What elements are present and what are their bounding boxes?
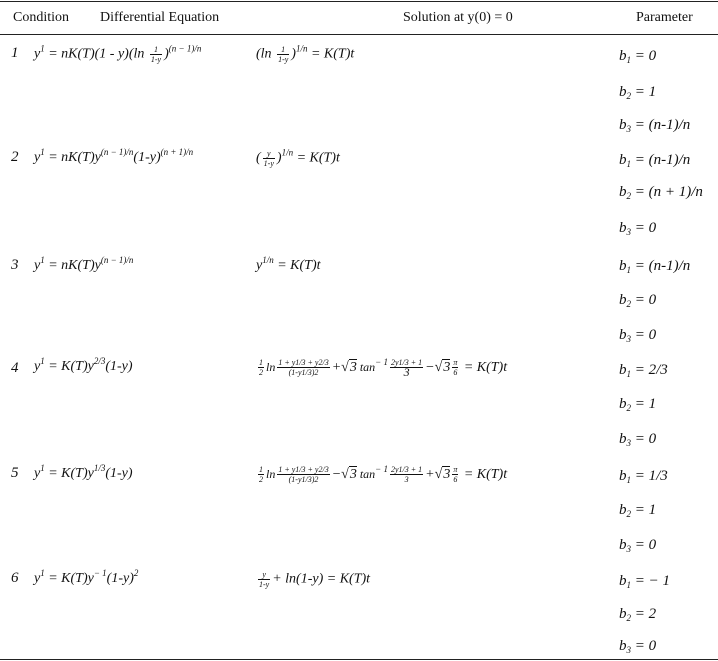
header-parameter: Parameter <box>636 10 693 25</box>
differential-equation: $y^1 = nK(T)y^{(n - 1)/n}(1-y)^{(n + 1)/n}$ <box>34 147 194 165</box>
condition-number: 4 <box>11 360 19 376</box>
bottom-rule <box>0 659 718 660</box>
parameter-b1: $b_1$ = − 1 <box>619 573 670 590</box>
top-rule <box>0 1 718 2</box>
parameter-b2: $b_2 = 0$ <box>619 292 657 309</box>
parameter-b3: $b_3 = 0$ <box>619 638 657 655</box>
condition-number: 3 <box>11 257 19 273</box>
parameter-b3: $b_3 = 0$ <box>619 220 657 237</box>
condition-number: 5 <box>11 465 19 481</box>
condition-number: 6 <box>11 570 19 586</box>
header-equation: Differential Equation <box>100 10 220 25</box>
parameter-b2: $b_2 = 1$ <box>619 396 657 413</box>
parameter-b1: $b_1 = 1/3$ <box>619 468 668 485</box>
solution: $\frac{1}{2}$ ln $\frac{1 + y1/3 + y2/3}{(1-y1/3)2}$ +√3 $\tan^{- 1}$ $\frac{2y1/3 + 1}{3}$ −√3 $\frac{\pi}{6}$ = K(T)t <box>259 357 508 380</box>
header-condition: Condition <box>13 10 70 25</box>
parameter-b1: $b_1 = 0$ <box>619 48 657 65</box>
condition-number: 2 <box>11 149 19 165</box>
header-solution: Solution at y(0) = 0 <box>403 10 513 25</box>
parameter-b3: $b_3 = 0$ <box>619 431 657 448</box>
differential-equation: $y^1 = K(T)y^{2/3}(1-y)$ <box>34 356 133 374</box>
solution: $y^{1/n} = K(T)t$ <box>256 255 321 273</box>
parameter-b2: $b_2 = 2$ <box>619 606 657 623</box>
parameter-b3: $b_3 = (n-1)/n$ <box>619 117 691 134</box>
differential-equation: $y^1 = K(T)y^{1/3}(1-y)$ <box>34 463 133 481</box>
parameter-b3: $b_3 = 0$ <box>619 327 657 344</box>
parameter-b1: $b_1 = 2/3$ <box>619 362 668 379</box>
parameter-b3: $b_3 = 0$ <box>619 537 657 554</box>
parameter-b1: $b_1 = (n-1)/n$ <box>619 152 691 169</box>
solution: ( $\frac{y}{1-y}$ )$^{1/n}$ = K(T)t <box>256 147 340 168</box>
differential-equation: $y^1 = nK(T)y^{(n - 1)/n}$ <box>34 255 134 273</box>
header-rule <box>0 34 718 35</box>
parameter-b2: $b_2 = (n + 1)/n$ <box>619 184 703 201</box>
solution: $\frac{1}{2}$ ln $\frac{1 + y1/3 + y2/3}{(1-y1/3)2}$ −√3 $\tan^{- 1}$ $\frac{2y1/3 + 1}{3}$ +√3 $\frac{\pi}{6}$ = K(T)t <box>259 464 508 485</box>
solution: (ln $\frac{1}{1-y}$ )$^{1/n}$ = K(T)t <box>256 43 355 64</box>
differential-equation: $y^1 = nK(T)(1 - y)(\ln$ $\frac{1}{1-y}$ )$^{(n - 1)/n}$ <box>34 43 202 64</box>
parameter-b2: $b_2 = 1$ <box>619 84 657 101</box>
condition-number: 1 <box>11 45 19 61</box>
differential-equation: $y^1 = K(T)y^{- 1}(1-y)^2$ <box>34 568 139 586</box>
parameter-b1: $b_1 = (n-1)/n$ <box>619 258 691 275</box>
parameter-b2: $b_2 = 1$ <box>619 502 657 519</box>
solution: $\frac{y}{1-y}$ + ln(1-y) = K(T)t <box>259 570 371 589</box>
